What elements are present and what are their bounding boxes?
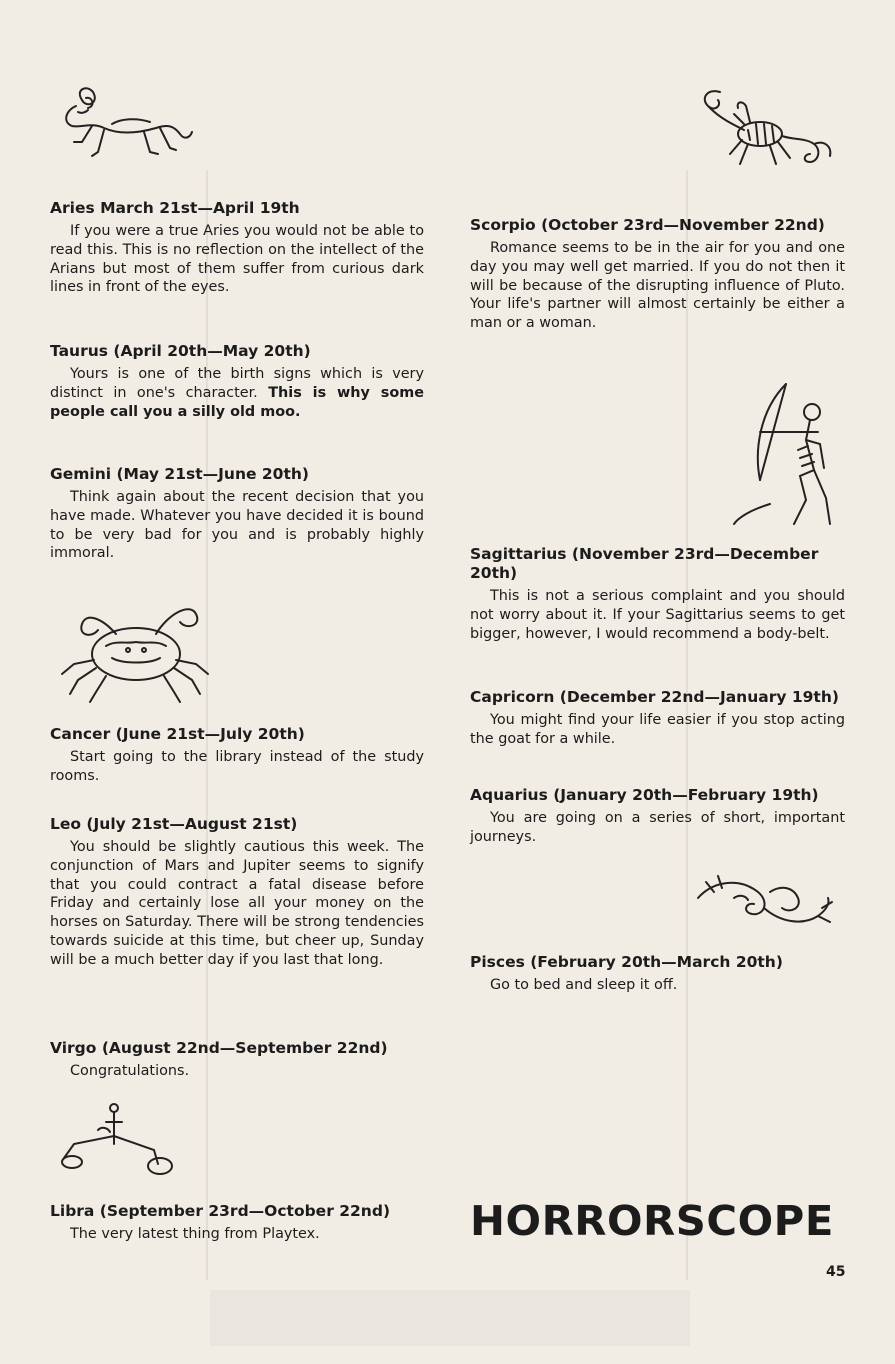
archer-icon bbox=[730, 380, 840, 528]
aries-heading: Aries March 21st—April 19th bbox=[50, 199, 300, 217]
libra-text: The very latest thing from Playtex. bbox=[70, 1226, 320, 1242]
aquarius-heading: Aquarius (January 20th—February 19th) bbox=[470, 786, 819, 804]
leo-text: You should be slightly cautious this week. The conjunction of Mars and Jupiter seems to signify that you could contract a fatal disease before Friday and certainly lose all your money on the horses on Saturday. There will be strong tendencies towards suicide at this time, but cheer up, Sunday will be a much better day if you last that long. bbox=[50, 839, 424, 968]
virgo-heading: Virgo (August 22nd—September 22nd) bbox=[50, 1039, 388, 1057]
leo-entry bbox=[50, 815, 424, 970]
virgo-text: Congratulations. bbox=[70, 1063, 190, 1079]
cancer-text: Start going to the library instead of the study rooms. bbox=[50, 749, 424, 784]
aquarius-entry bbox=[470, 786, 845, 847]
scales-icon bbox=[58, 1100, 176, 1178]
libra-heading: Libra (September 23rd—October 22nd) bbox=[50, 1202, 391, 1220]
gemini-heading: Gemini (May 21st—June 20th) bbox=[50, 465, 309, 483]
ram-icon bbox=[52, 82, 194, 164]
page-title: HORRORSCOPE bbox=[470, 1197, 834, 1245]
scorpio-entry bbox=[470, 216, 845, 333]
scorpion-icon bbox=[690, 84, 840, 176]
cancer-heading: Cancer (June 21st—July 20th) bbox=[50, 725, 305, 743]
taurus-text-plain: Yours is one of the birth signs which is very distinct in one's character. bbox=[50, 366, 424, 401]
gemini-entry bbox=[50, 465, 424, 563]
scorpio-text: Romance seems to be in the air for you and one day you may well get married. If you do not then it will be because of the disrupting influence of Pluto. Your life's partner will almost certainly be either a man or a woman. bbox=[470, 240, 845, 332]
libra-entry bbox=[50, 1202, 424, 1244]
pisces-text: Go to bed and sleep it off. bbox=[490, 977, 678, 993]
fish-icon bbox=[694, 868, 834, 934]
capricorn-text: You might find your life easier if you stop acting the goat for a while. bbox=[470, 712, 845, 747]
aquarius-text: You are going on a series of short, important journeys. bbox=[470, 810, 845, 845]
taurus-heading: Taurus (April 20th—May 20th) bbox=[50, 342, 311, 360]
page-number: 45 bbox=[826, 1264, 846, 1280]
capricorn-heading: Capricorn (December 22nd—January 19th) bbox=[470, 688, 839, 706]
leo-heading: Leo (July 21st—August 21st) bbox=[50, 815, 298, 833]
cancer-entry bbox=[50, 725, 424, 786]
crab-icon bbox=[56, 594, 214, 704]
taurus-text bbox=[50, 365, 424, 421]
gemini-text: Think again about the recent decision that you have made. Whatever you have decided it is bound to be very bad for you and is probably highly immoral. bbox=[50, 489, 424, 562]
aries-entry bbox=[50, 199, 424, 297]
scorpio-heading: Scorpio (October 23rd—November 22nd) bbox=[470, 216, 825, 234]
aries-text: If you were a true Aries you would not be able to read this. This is no reflection on the intellect of the Arians but most of them suffer from curious dark lines in front of the eyes. bbox=[50, 223, 424, 296]
pisces-heading: Pisces (February 20th—March 20th) bbox=[470, 953, 783, 971]
show-through-banner bbox=[210, 1290, 690, 1346]
taurus-text-bold: This is why some people call you a silly old moo. bbox=[50, 384, 424, 420]
sagittarius-entry bbox=[470, 545, 845, 643]
taurus-entry bbox=[50, 342, 424, 421]
sagittarius-heading: Sagittarius (November 23rd—December 20th) bbox=[470, 545, 819, 582]
sagittarius-text: This is not a serious complaint and you should not worry about it. If your Sagittarius seems to get bigger, however, I would recommend a body-belt. bbox=[470, 588, 845, 642]
pisces-entry bbox=[470, 953, 845, 995]
virgo-entry bbox=[50, 1039, 424, 1081]
capricorn-entry bbox=[470, 688, 845, 749]
